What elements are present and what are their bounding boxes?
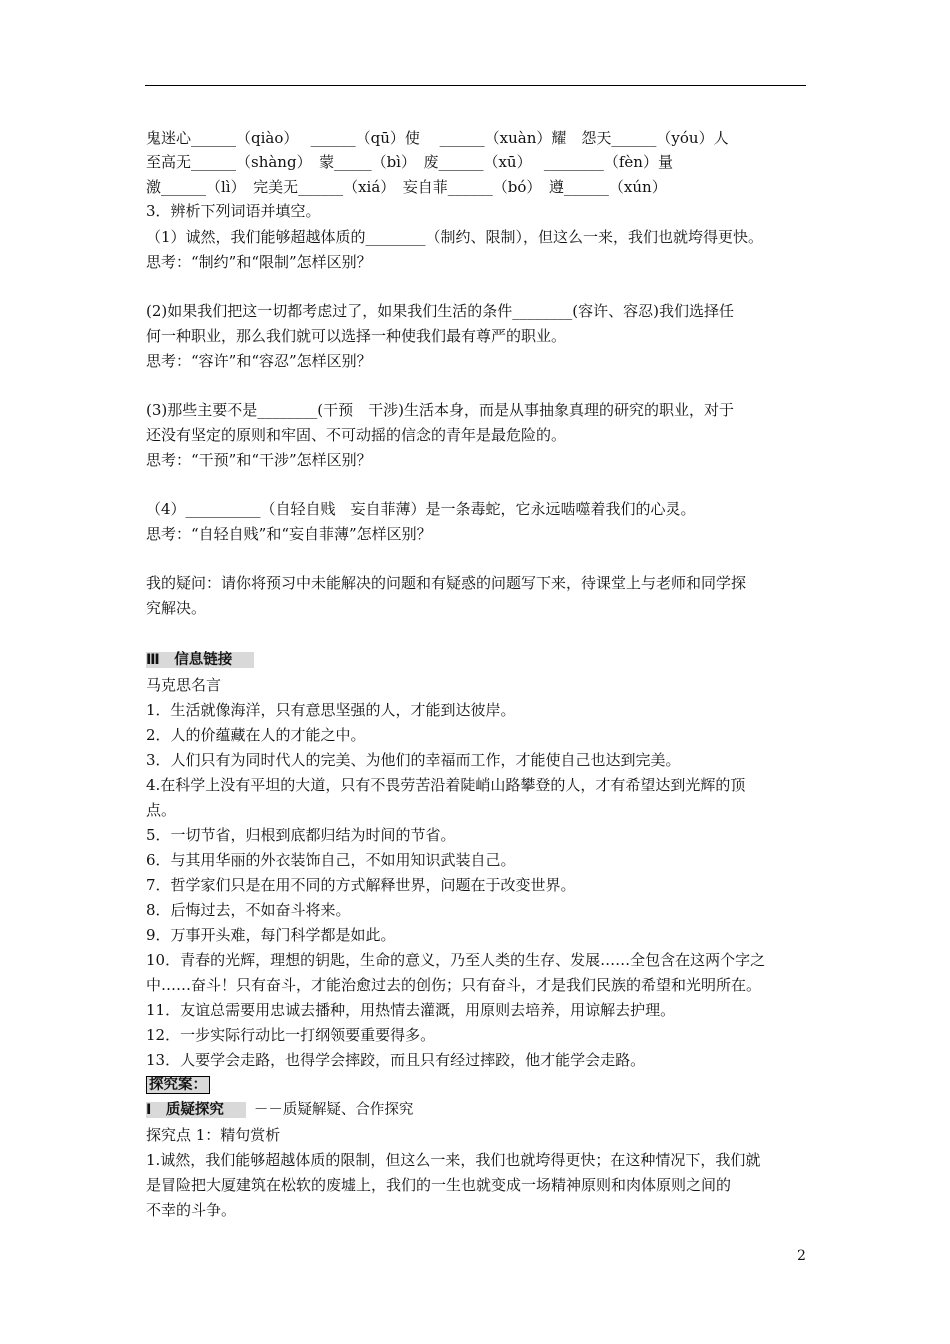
question-line: （4）__________（自轻自贱 妄自菲薄）是一条毒蛇，它永远啮噬着我们的心灵。 bbox=[146, 500, 696, 518]
question-line: (2)如果我们把这一切都考虑过了，如果我们生活的条件________(容许、容忍)我们选择任 bbox=[146, 302, 734, 320]
section-heading bbox=[146, 1100, 413, 1120]
header-rule bbox=[145, 85, 806, 86]
explore-heading bbox=[146, 1075, 210, 1095]
pinyin-row: 激______（lì） 完美无______（xiá） 妄自菲______（bó） 遵______（xún） bbox=[146, 178, 667, 196]
section-heading-text: Ⅲ 信息链接 bbox=[146, 652, 254, 668]
question-title: 3．辨析下列词语并填空。 bbox=[146, 202, 321, 220]
page-number: 2 bbox=[797, 1248, 806, 1264]
quote-line: 13．人要学会走路，也得学会摔跤，而且只有经过摔跤，他才能学会走路。 bbox=[146, 1051, 646, 1069]
section-heading bbox=[146, 650, 254, 670]
quote-line: 12．一步实际行动比一打纲领要重要得多。 bbox=[146, 1026, 436, 1044]
quote-line: 2．人的价蕴藏在人的才能之中。 bbox=[146, 726, 366, 744]
think-prompt: 思考：“容许”和“容忍”怎样区别？ bbox=[146, 352, 372, 370]
think-prompt: 思考：“自轻自贱”和“妄自菲薄”怎样区别？ bbox=[146, 525, 432, 543]
quote-line: 6．与其用华丽的外衣装饰自己，不如用知识武装自己。 bbox=[146, 851, 516, 869]
question-line: (3)那些主要不是________(干预 干涉)生活本身，而是从事抽象真理的研究的职业，对于 bbox=[146, 401, 734, 419]
pinyin-row: 至高无______（shàng） 蒙_____（bì） 废______（xū） ________（fèn）量 bbox=[146, 153, 673, 171]
quote-line: 8．后悔过去，不如奋斗将来。 bbox=[146, 901, 351, 919]
think-prompt: 思考：“干预”和“干涉”怎样区别？ bbox=[146, 451, 372, 469]
point-line: 不幸的斗争。 bbox=[146, 1201, 237, 1219]
quote-line: 11．友谊总需要用忠诚去播种，用热情去灌溉，用原则去培养，用谅解去护理。 bbox=[146, 1001, 676, 1019]
quote-line: 1．生活就像海洋，只有意思坚强的人，才能到达彼岸。 bbox=[146, 701, 516, 719]
explore-heading-text: 探究案： bbox=[146, 1076, 210, 1094]
quote-line: 9．万事开头难，每门科学都是如此。 bbox=[146, 926, 396, 944]
quotes-title: 马克思名言 bbox=[146, 676, 222, 694]
quote-line: 7．哲学家们只是在用不同的方式解释世界，问题在于改变世界。 bbox=[146, 876, 576, 894]
point-title: 探究点 1：精句赏析 bbox=[146, 1126, 281, 1144]
doubts-line: 究解决。 bbox=[146, 599, 207, 617]
quote-line: 5．一切节省，归根到底都归结为时间的节省。 bbox=[146, 826, 456, 844]
question-line: （1）诚然，我们能够超越体质的________（制约、限制），但这么一来，我们也就垮得更快。 bbox=[146, 228, 764, 246]
question-line: 还没有坚定的原则和牢固、不可动摇的信念的青年是最危险的。 bbox=[146, 426, 567, 444]
quote-line: 中……奋斗！只有奋斗，才能治愈过去的创伤；只有奋斗，才是我们民族的希望和光明所在。 bbox=[146, 976, 762, 994]
quote-line: 4.在科学上没有平坦的大道，只有不畏劳苦沿着陡峭山路攀登的人，才有希望达到光辉的顶 bbox=[146, 776, 746, 794]
quote-line: 3．人们只有为同时代人的完美、为他们的幸福而工作，才能使自己也达到完美。 bbox=[146, 751, 681, 769]
quote-line: 10．青春的光辉，理想的钥匙，生命的意义，乃至人类的生存、发展……全包含在这两个字之 bbox=[146, 951, 766, 969]
section-subtitle: －－质疑解疑、合作探究 bbox=[253, 1102, 414, 1118]
quote-line: 点。 bbox=[146, 801, 177, 819]
point-line: 是冒险把大厦建筑在松软的废墟上，我们的一生也就变成一场精神原则和肉体原则之间的 bbox=[146, 1176, 732, 1194]
section-heading-text: Ⅰ 质疑探究 bbox=[146, 1102, 246, 1118]
pinyin-row: 鬼迷心______（qiào） ______（qū）使 ______（xuàn）耀 怨天______（yóu）人 bbox=[146, 129, 729, 147]
question-line: 何一种职业，那么我们就可以选择一种使我们最有尊严的职业。 bbox=[146, 327, 567, 345]
point-line: 1.诚然，我们能够超越体质的限制，但这么一来，我们也就垮得更快；在这种情况下，我们就 bbox=[146, 1151, 761, 1169]
doubts-line: 我的疑问：请你将预习中未能解决的问题和有疑惑的问题写下来，待课堂上与老师和同学探 bbox=[146, 574, 747, 592]
think-prompt: 思考：“制约”和“限制”怎样区别？ bbox=[146, 253, 372, 271]
